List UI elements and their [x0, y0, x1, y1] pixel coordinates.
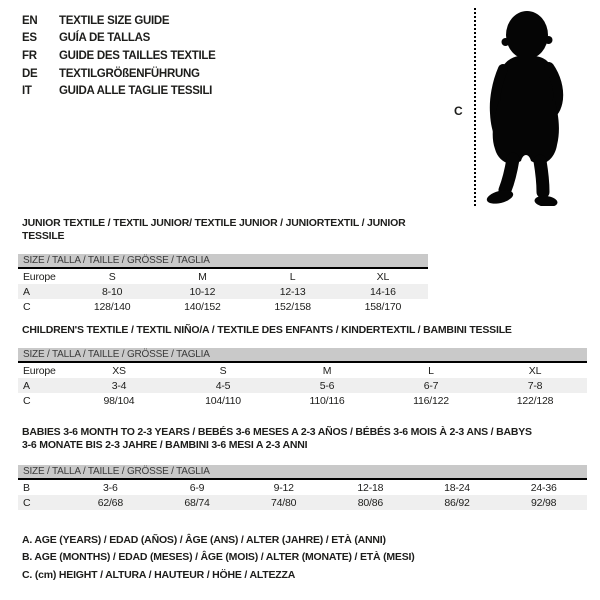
- legend-line-c: C. (cm) HEIGHT / ALTURA / HAUTEUR / HÖHE / ALTEZZA: [22, 568, 296, 581]
- height-measure-label: C: [454, 104, 463, 118]
- language-label: TEXTILE SIZE GUIDE: [59, 14, 170, 27]
- language-row-it: [22, 82, 216, 100]
- babies-textile-table: [18, 426, 587, 510]
- row-label: C: [23, 394, 31, 407]
- language-row-en: [22, 12, 216, 30]
- size-header-bar: SIZE / TALLA / TAILLE / GRÖSSE / TAGLIA: [18, 465, 587, 480]
- size-cell: L: [428, 364, 434, 377]
- size-cell: S: [219, 364, 227, 377]
- size-cell: 24-36: [530, 481, 557, 494]
- language-label: GUIDA ALLE TAGLIE TESSILI: [59, 85, 213, 98]
- size-cell: 6-9: [189, 481, 205, 494]
- table-row: [18, 378, 587, 393]
- size-cell: 152/158: [274, 300, 311, 313]
- table-row: [18, 269, 428, 284]
- row-label: A: [23, 379, 30, 392]
- table-title: JUNIOR TEXTILE / TEXTIL JUNIOR/ TEXTILE JUNIOR / JUNIORTEXTIL / JUNIOR TESSILE: [22, 217, 406, 242]
- size-cell: 104/110: [205, 394, 241, 407]
- size-cell: M: [322, 364, 332, 377]
- table-title: CHILDREN'S TEXTILE / TEXTIL NIÑO/A / TEXTILE DES ENFANTS / KINDERTEXTIL / BAMBINI TESSILE: [22, 324, 512, 336]
- language-row-de: [22, 65, 216, 83]
- size-cell: 122/128: [516, 394, 554, 407]
- row-label: C: [23, 496, 31, 509]
- size-cell: 18-24: [444, 481, 470, 494]
- size-cell: 158/170: [364, 300, 402, 313]
- size-cell: XS: [112, 364, 126, 377]
- language-code: FR: [22, 49, 37, 62]
- size-cell: 128/140: [93, 300, 131, 313]
- language-row-fr: [22, 47, 216, 65]
- table-row: [18, 495, 587, 510]
- size-cell: M: [198, 270, 207, 283]
- table-row: [18, 393, 587, 408]
- language-code: DE: [22, 67, 38, 80]
- size-cell: 12-18: [357, 481, 384, 494]
- row-label: Europe: [23, 364, 56, 377]
- size-cell: 8-10: [102, 285, 123, 298]
- language-row-es: [22, 30, 216, 48]
- size-cell: 68/74: [184, 496, 210, 509]
- size-cell: 5-6: [319, 379, 335, 392]
- size-cell: 12-13: [279, 285, 306, 298]
- size-cell: 7-8: [527, 379, 543, 392]
- size-cell: XL: [376, 270, 390, 283]
- table-title: BABIES 3-6 MONTH TO 2-3 YEARS / BEBÉS 3-6 MESES A 2-3 AÑOS / BÉBÉS 3-6 MOIS À 2-3 ANS / BABYS 3-6 MONATE BIS 2-3 JAHRE / BAMBINI 3-6 MESI A 2-3 ANNI: [22, 426, 532, 451]
- language-list: [22, 12, 216, 100]
- size-cell: 116/122: [413, 394, 449, 407]
- language-code: ES: [22, 32, 37, 45]
- size-cell: 74/80: [271, 496, 297, 509]
- size-cell: 10-12: [189, 285, 216, 298]
- size-cell: 9-12: [273, 481, 294, 494]
- size-cell: S: [108, 270, 116, 283]
- row-label: B: [23, 481, 30, 494]
- size-cell: 80/86: [357, 496, 383, 509]
- language-label: TEXTILGRÖßENFÜHRUNG: [59, 67, 200, 80]
- size-cell: 62/68: [97, 496, 123, 509]
- table-row: [18, 299, 428, 314]
- language-label: GUÍA DE TALLAS: [59, 32, 150, 45]
- size-cell: L: [289, 270, 296, 283]
- height-dotted-line: [474, 8, 476, 206]
- size-cell: 4-5: [215, 379, 231, 392]
- size-header-bar: SIZE / TALLA / TAILLE / GRÖSSE / TAGLIA: [18, 348, 587, 363]
- legend-line-b: B. AGE (MONTHS) / EDAD (MESES) / ÂGE (MOIS) / ALTER (MONATE) / ETÀ (MESI): [22, 551, 415, 564]
- size-cell: 3-4: [111, 379, 127, 392]
- row-label: Europe: [23, 270, 56, 283]
- table-row: [18, 284, 428, 299]
- size-cell: 140/152: [184, 300, 221, 313]
- junior-textile-table: [18, 217, 428, 314]
- language-code: IT: [22, 85, 32, 98]
- childrens-textile-table: [18, 324, 587, 408]
- size-cell: 110/116: [309, 394, 345, 407]
- size-cell: 14-16: [369, 285, 396, 298]
- size-cell: 86/92: [444, 496, 470, 509]
- language-code: EN: [22, 14, 38, 27]
- row-label: C: [23, 300, 31, 313]
- measurement-legend: [22, 531, 415, 584]
- language-label: GUIDE DES TAILLES TEXTILE: [59, 49, 216, 62]
- size-cell: 3-6: [103, 481, 118, 494]
- legend-line-a: A. AGE (YEARS) / EDAD (AÑOS) / ÂGE (ANS) / ALTER (JAHRE) / ETÀ (ANNI): [22, 533, 386, 546]
- table-row: [18, 480, 587, 495]
- size-cell: 98/104: [103, 394, 135, 407]
- size-cell: 6-7: [423, 379, 439, 392]
- size-cell: 92/98: [531, 496, 557, 509]
- size-header-bar: SIZE / TALLA / TAILLE / GRÖSSE / TAGLIA: [18, 254, 428, 269]
- row-label: A: [23, 285, 30, 298]
- table-row: [18, 363, 587, 378]
- size-cell: XL: [528, 364, 542, 377]
- measurement-figure: [440, 0, 600, 215]
- baby-silhouette-icon: [486, 9, 568, 206]
